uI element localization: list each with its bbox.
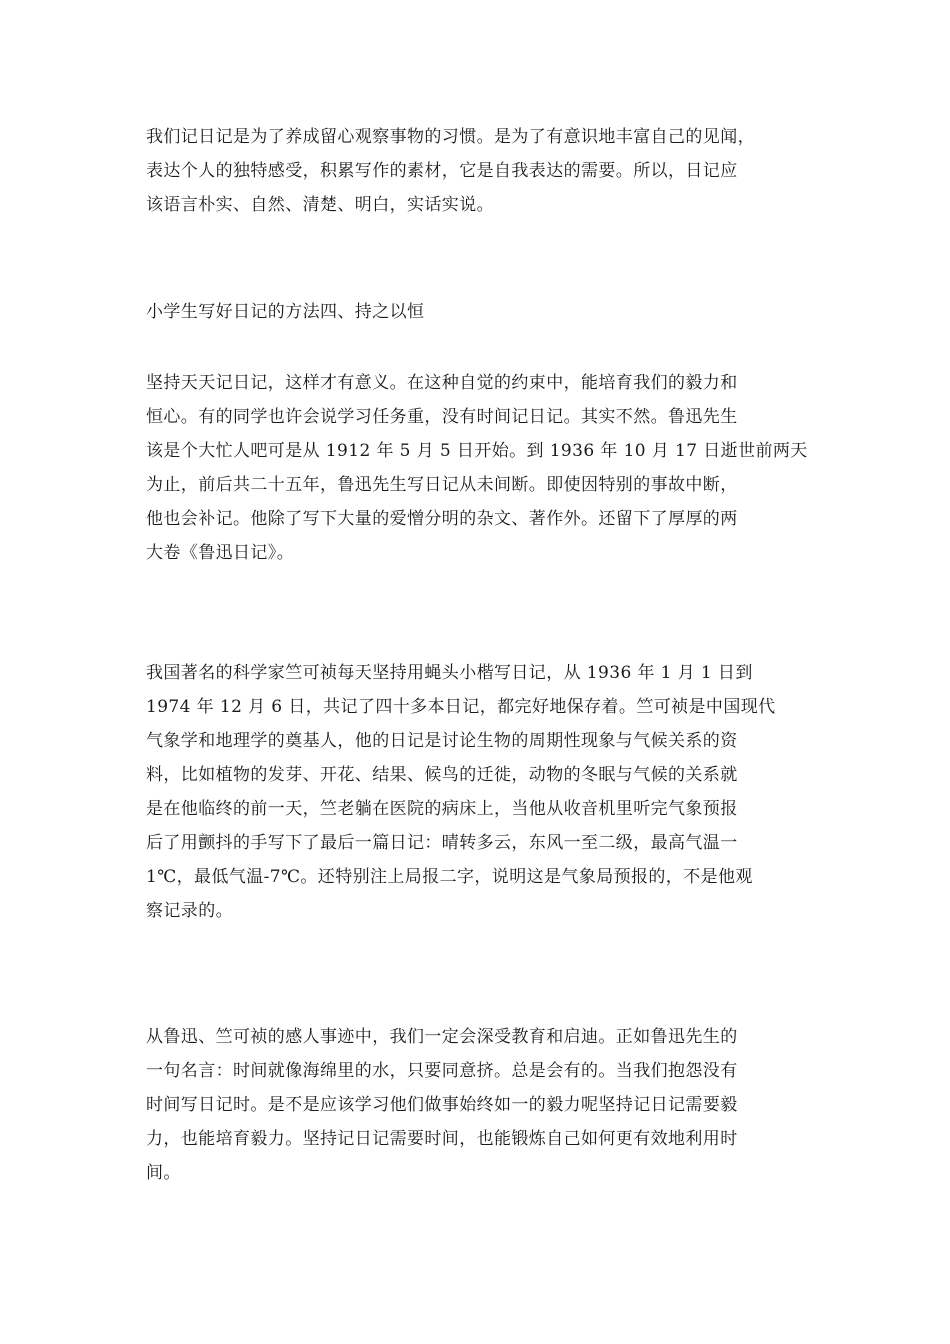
- paragraph-lu-xun: [146, 366, 814, 570]
- text-line: 间。: [146, 1163, 181, 1183]
- text-line: 为止，前后共二十五年，鲁迅先生写日记从未间断。即使因特别的事故中断，: [146, 475, 738, 495]
- text-line: 1℃，最低气温-7℃。还特别注上局报二字，说明这是气象局预报的，不是他观: [146, 867, 753, 887]
- text-line: 气象学和地理学的奠基人，他的日记是讨论生物的周期性现象与气候关系的资: [146, 731, 738, 751]
- section-heading: 小学生写好日记的方法四、持之以恒: [146, 302, 425, 322]
- text-line: 是在他临终的前一天，竺老躺在医院的病床上，当他从收音机里听完气象预报: [146, 799, 738, 819]
- text-line: 大卷《鲁迅日记》。: [146, 543, 295, 563]
- text-line: 察记录的。: [146, 901, 233, 921]
- paragraph-diary-purpose: [146, 120, 814, 222]
- text-line: 恒心。有的同学也许会说学习任务重，没有时间记日记。其实不然。鲁迅先生: [146, 407, 738, 427]
- text-line: 力，也能培育毅力。坚持记日记需要时间，也能锻炼自己如何更有效地利用时: [146, 1129, 738, 1149]
- text-line: 一句名言：时间就像海绵里的水，只要同意挤。总是会有的。当我们抱怨没有: [146, 1061, 738, 1081]
- paragraph-conclusion: [146, 1020, 814, 1190]
- text-line: 坚持天天记日记，这样才有意义。在这种自觉的约束中，能培育我们的毅力和: [146, 373, 738, 393]
- text-line: 后了用颤抖的手写下了最后一篇日记：晴转多云，东风一至二级，最高气温一: [146, 833, 738, 853]
- text-line: 我国著名的科学家竺可祯每天坚持用蝇头小楷写日记，从 1936 年 1 月 1 日到: [146, 663, 753, 683]
- paragraph-zhu-kezhen: [146, 656, 814, 928]
- text-line: 从鲁迅、竺可祯的感人事迹中，我们一定会深受教育和启迪。正如鲁迅先生的: [146, 1027, 738, 1047]
- text-line: 表达个人的独特感受，积累写作的素材，它是自我表达的需要。所以，日记应: [146, 161, 738, 181]
- text-line: 该是个大忙人吧可是从 1912 年 5 月 5 日开始。到 1936 年 10 月 17 日逝世前两天: [146, 441, 808, 461]
- text-line: 1974 年 12 月 6 日，共记了四十多本日记，都完好地保存着。竺可祯是中国现代: [146, 697, 776, 717]
- text-line: 我们记日记是为了养成留心观察事物的习惯。是为了有意识地丰富自己的见闻，: [146, 127, 755, 147]
- text-line: 他也会补记。他除了写下大量的爱憎分明的杂文、著作外。还留下了厚厚的两: [146, 509, 738, 529]
- text-line: 时间写日记时。是不是应该学习他们做事始终如一的毅力呢坚持记日记需要毅: [146, 1095, 738, 1115]
- text-line: 料，比如植物的发芽、开花、结果、候鸟的迁徙，动物的冬眠与气候的关系就: [146, 765, 738, 785]
- text-line: 该语言朴实、自然、清楚、明白，实话实说。: [146, 195, 494, 215]
